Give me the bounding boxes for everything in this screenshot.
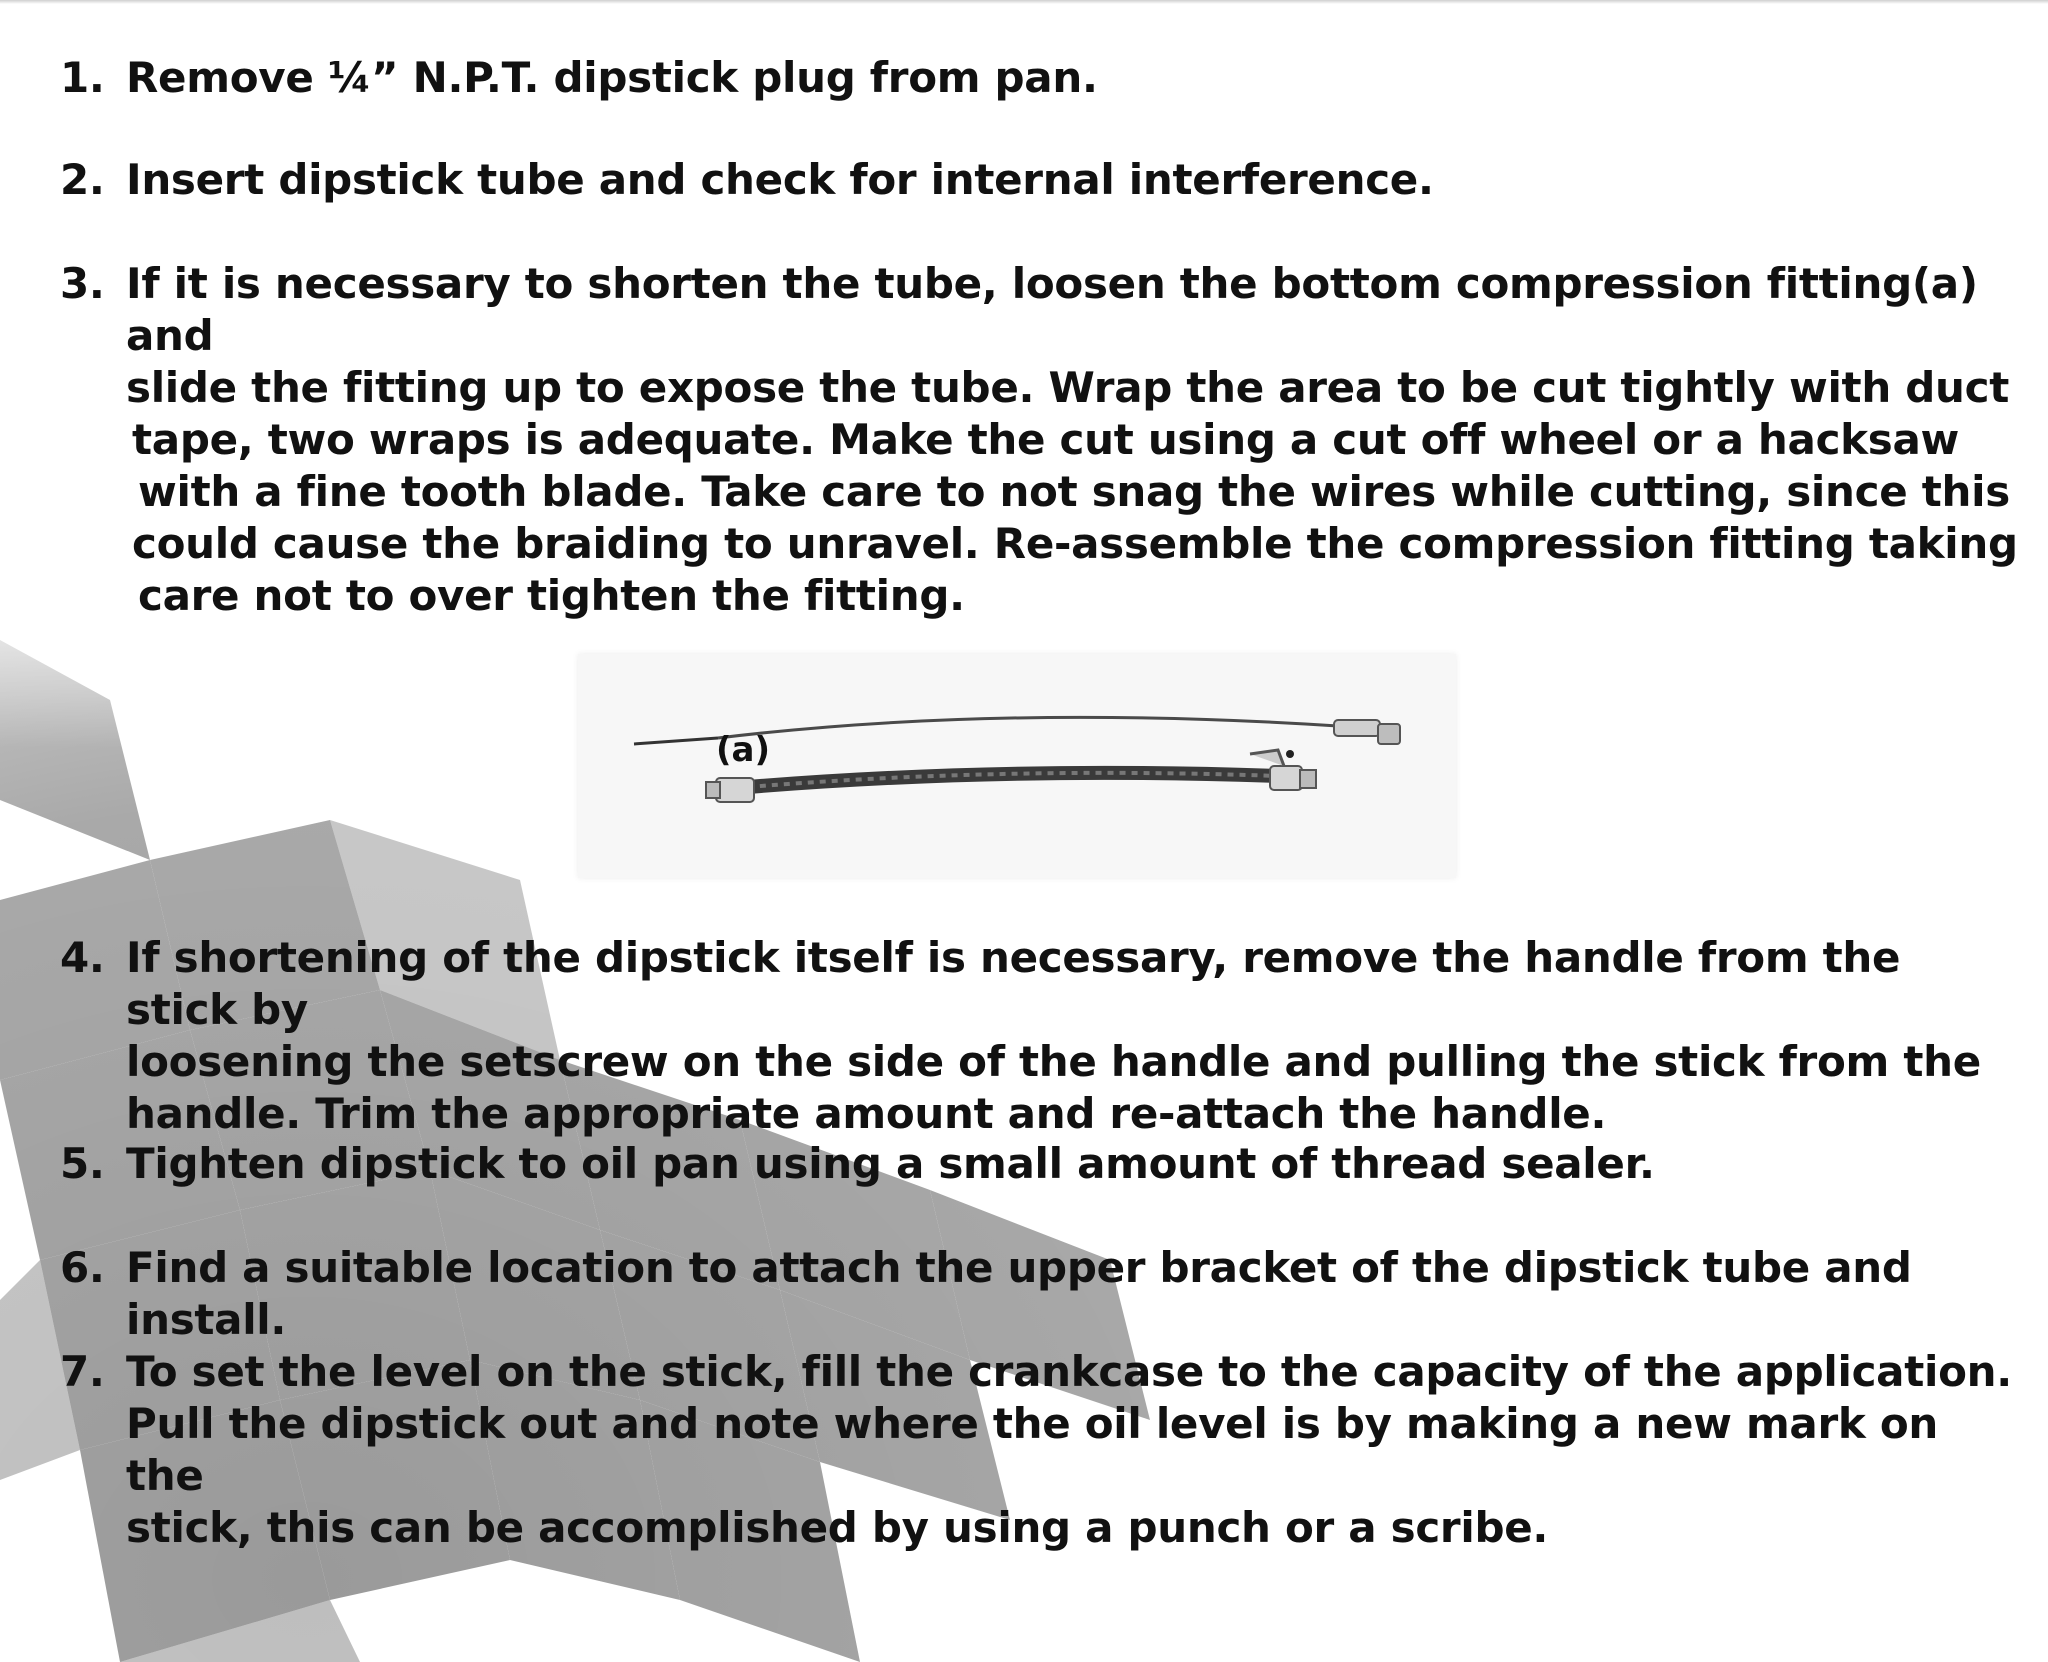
step-5	[60, 1138, 2024, 1190]
fitting-callout-label: (a)	[716, 730, 771, 770]
step-6	[60, 1242, 2024, 1346]
step-2-text: Insert dipstick tube and check for internal interference.	[126, 155, 1434, 204]
step-3-line: care not to over tighten the fitting.	[138, 571, 965, 620]
dipstick-illustration	[578, 654, 1456, 878]
step-1-number: 1.	[60, 53, 105, 102]
step-3-line: tape, two wraps is adequate. Make the cut using a cut off wheel or a hacksaw	[132, 415, 1960, 464]
step-3-text	[126, 258, 2024, 622]
step-3-line: could cause the braiding to unravel. Re-assemble the compression fitting taking	[132, 519, 2018, 568]
step-2	[60, 154, 2024, 206]
step-1	[60, 52, 2024, 104]
step-2-number: 2.	[60, 155, 105, 204]
step-6-number: 6.	[60, 1243, 105, 1292]
step-3-line: with a fine tooth blade. Take care to not snag the wires while cutting, since this	[138, 467, 2010, 516]
step-7-text	[126, 1346, 2024, 1554]
step-5-number: 5.	[60, 1139, 105, 1188]
step-3	[60, 258, 2024, 622]
dipstick-photo	[578, 654, 1456, 878]
step-7-line: stick, this can be accomplished by using a punch or a scribe.	[126, 1503, 1549, 1552]
step-4-line: If shortening of the dipstick itself is necessary, remove the handle from the stick by	[126, 933, 1901, 1034]
step-6-text: Find a suitable location to attach the upper bracket of the dipstick tube and install.	[126, 1243, 1912, 1344]
step-5-text: Tighten dipstick to oil pan using a small amount of thread sealer.	[126, 1139, 1655, 1188]
step-4-text	[126, 932, 2024, 1140]
step-3-line: If it is necessary to shorten the tube, loosen the bottom compression fitting(a) and	[126, 259, 1978, 360]
step-4-number: 4.	[60, 933, 105, 982]
step-1-text: Remove ¼” N.P.T. dipstick plug from pan.	[126, 53, 1098, 102]
step-7	[60, 1346, 2024, 1554]
step-7-line: Pull the dipstick out and note where the oil level is by making a new mark on the	[126, 1399, 1938, 1500]
step-4-line: loosening the setscrew on the side of the handle and pulling the stick from the	[126, 1037, 1981, 1086]
top-rule	[0, 0, 2048, 4]
step-7-line: To set the level on the stick, fill the crankcase to the capacity of the application.	[126, 1347, 2012, 1396]
step-4-line: handle. Trim the appropriate amount and re-attach the handle.	[126, 1089, 1607, 1138]
step-7-number: 7.	[60, 1347, 105, 1396]
step-3-line: slide the fitting up to expose the tube. Wrap the area to be cut tightly with duct	[126, 363, 2009, 412]
step-4	[60, 932, 2024, 1140]
step-3-number: 3.	[60, 259, 105, 308]
